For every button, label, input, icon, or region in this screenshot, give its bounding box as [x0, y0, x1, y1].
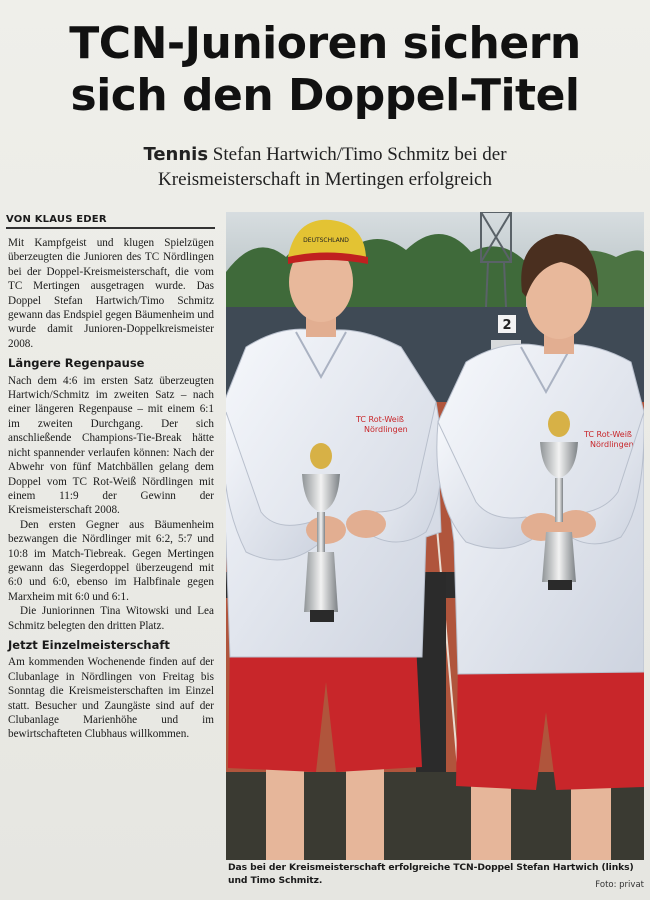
headline-line-1: TCN-Junioren sichern: [69, 18, 581, 69]
court-number-text: 2: [502, 318, 512, 333]
article-paragraph-1: Mit Kampfgeist und klugen Spielzügen überzeugten die Junioren des TC Nördlingen bei der Doppel-Kreismeisterschaft, die vom TC Mertingen ausgetragen wurde. Das Doppel Stefan Hartwich/Timo Schmitz gewann das Endspiel gegen Bäumenheim und wurde damit Junioren-Doppelkreismeister 2008.: [8, 237, 214, 350]
subheadline-kicker: Tennis: [143, 144, 209, 165]
team-photo: [226, 212, 644, 860]
subheadline-text-2: Kreismeisterschaft in Mertingen erfolgreich: [158, 169, 492, 190]
article-subheading-2: Jetzt Einzelmeisterschaft: [8, 637, 170, 652]
cap-text: DEUTSCHLAND: [303, 237, 349, 244]
subheadline: [0, 142, 650, 192]
subheadline-text-1: Stefan Hartwich/Timo Schmitz bei der: [212, 144, 507, 165]
article-subheading-1: Längere Regenpause: [8, 356, 145, 371]
photo-credit: Foto: privat: [595, 880, 644, 890]
article-paragraph-4: Die Juniorinnen Tina Witowski und Lea Schmitz belegten den dritten Platz.: [8, 605, 214, 632]
photo-caption: Das bei der Kreismeisterschaft erfolgreiche TCN-Doppel Stefan Hartwich (links) und Timo Schmitz.: [228, 862, 634, 886]
jacket-logo-left: TC Rot-Weiß Nördlingen: [356, 415, 408, 434]
jacket-logo-right: TC Rot-Weiß Nördlingen: [584, 430, 634, 449]
article-column: [8, 236, 214, 742]
headline: [0, 18, 650, 122]
byline: VON KLAUS EDER: [6, 214, 215, 229]
article-paragraph-3: Den ersten Gegner aus Bäumenheim bezwangen die Nördlinger mit 6:2, 5:7 und 10:8 im Match-Tiebreak. Gegen Mertingen gewann das Siegerdoppel überzeugend mit 6:0 und 6:0, ebenso im Halbfinale gegen Marxheim mit 6:0 und 6:1.: [8, 518, 214, 603]
headline-line-2: sich den Doppel-Titel: [70, 70, 580, 121]
article-paragraph-5: Am kommenden Wochenende finden auf der Clubanlage in Nördlingen von Freitag bis Sonntag die Kreismeisterschaften im Einzel statt. Besucher und Zaungäste sind auf der Clubanlage Marienhöhe und im bewirtschafteten Clubhaus willkommen.: [8, 656, 214, 741]
photo-illustration: [226, 212, 644, 860]
article-paragraph-2: Nach dem 4:6 im ersten Satz überzeugten Hartwich/Schmitz im zweiten Satz – nach einer längeren Regenpause – mit einem 6:1 im zweiten Durchgang. Der sich anschließende Champions-Tie-Break hätte nicht spannender verlaufen können: Nach der Abwehr von fünf Matchbällen gelang dem Doppel vom TC Rot-Weiß Nördlingen mit einem 11:9 der Gewinn der Kreismeisterschaft 2008.: [8, 374, 214, 517]
